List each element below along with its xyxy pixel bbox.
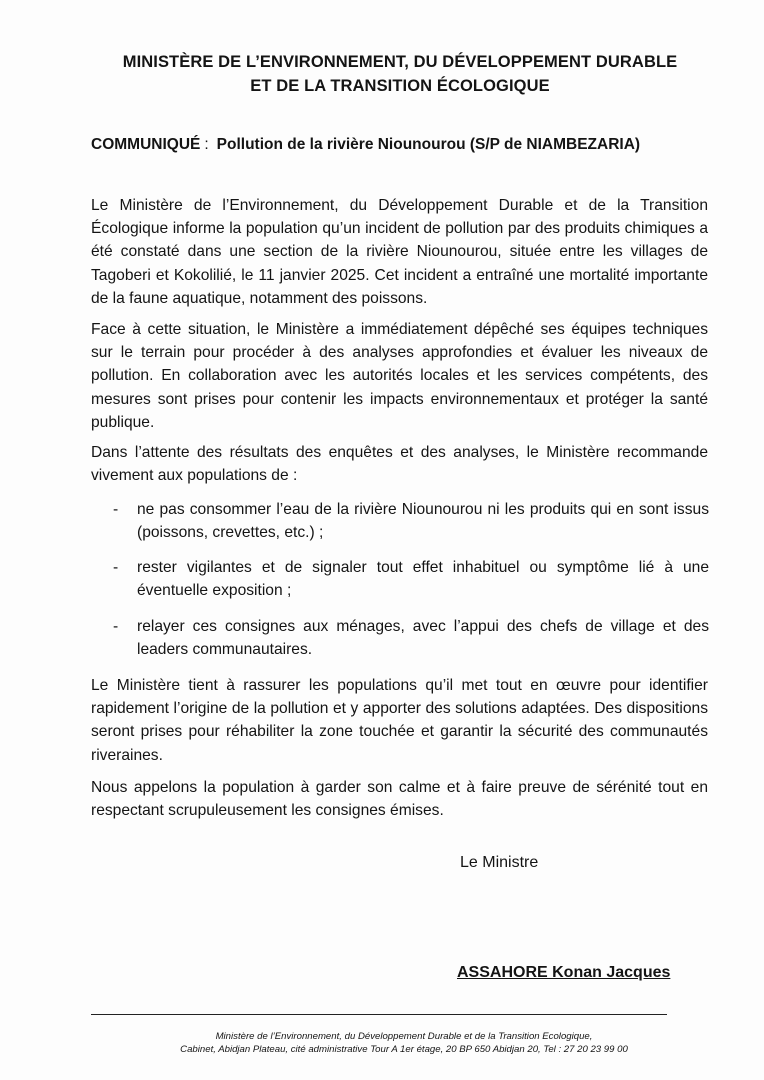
ministry-header-line-2: ET DE LA TRANSITION ÉCOLOGIQUE: [250, 77, 550, 95]
paragraph-call-to-calm: Nous appelons la population à garder son calme et à faire preuve de sérénité tout en respectant scrupuleusement les consignes émises.: [91, 779, 708, 820]
recommendation-item: [113, 498, 709, 544]
ministry-header: [60, 50, 740, 98]
communique-heading: [91, 136, 640, 154]
recommendation-item: [113, 615, 709, 661]
communique-separator: :: [204, 136, 209, 153]
signature-name: ASSAHORE Konan Jacques: [457, 964, 671, 981]
footer-divider: [91, 1014, 667, 1015]
footer-address: [100, 1031, 708, 1056]
paragraph-reassurance: Le Ministère tient à rassurer les populations qu’il met tout en œuvre pour identifier rapidement l’origine de la pollution et y apporter des solutions adaptées. Des dispositions seront prises pour réhabiliter la zone touchée et garantir la sécurité des communautés riveraines.: [91, 677, 708, 764]
recommendation-text: ne pas consommer l’eau de la rivière Niounourou ni les produits qui en sont issus (poissons, crevettes, etc.) ;: [137, 501, 709, 542]
paragraph-recommendation-intro: Dans l’attente des résultats des enquêtes et des analyses, le Ministère recommande vivement aux populations de :: [91, 444, 708, 485]
recommendation-text: rester vigilantes et de signaler tout effet inhabituel ou symptôme lié à une éventuelle exposition ;: [137, 559, 709, 600]
bullet-dash: -: [113, 501, 119, 518]
footer-line-2: Cabinet, Abidjan Plateau, cité administrative Tour A 1er étage, 20 BP 650 Abidjan 20, Tel : 27 20 23 99 00: [180, 1043, 628, 1055]
paragraph-response: Face à cette situation, le Ministère a immédiatement dépêché ses équipes techniques sur le terrain pour procéder à des analyses approfondies et évaluer les niveaux de pollution. En collaboration avec les autorités locales et les services compétents, des mesures sont prises pour contenir les impacts environnementaux et protéger la santé publique.: [91, 321, 708, 431]
bullet-dash: -: [113, 618, 119, 635]
ministry-header-line-1: MINISTÈRE DE L’ENVIRONNEMENT, DU DÉVELOPPEMENT DURABLE: [122, 53, 678, 71]
recommendation-item: [113, 556, 709, 602]
communique-label: COMMUNIQUÉ: [91, 136, 201, 153]
footer-line-1: Ministère de l’Environnement, du Développement Durable et de la Transition Ecologique,: [215, 1031, 593, 1042]
signature-role: Le Ministre: [460, 854, 539, 871]
communique-subject: Pollution de la rivière Niounourou (S/P de NIAMBEZARIA): [216, 136, 641, 153]
bullet-dash: -: [113, 559, 119, 576]
recommendation-text: relayer ces consignes aux ménages, avec l’appui des chefs de village et des leaders communautaires.: [137, 618, 709, 659]
paragraph-incident: Le Ministère de l’Environnement, du Développement Durable et de la Transition Écologique informe la population qu’un incident de pollution par des produits chimiques a été constaté dans une section de la rivière Niounourou, située entre les villages de Tagoberi et Kokolilié, le 11 janvier 2025. Cet incident a entraîné une mortalité importante de la faune aquatique, notamment des poissons.: [91, 197, 708, 307]
